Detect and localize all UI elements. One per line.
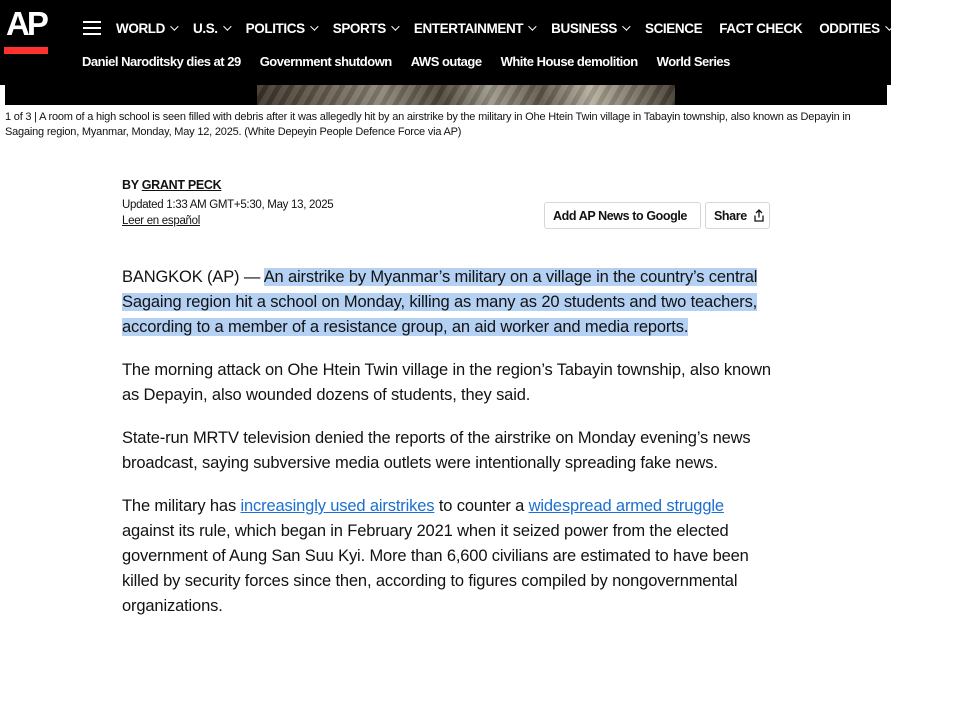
menu-world[interactable] xyxy=(116,21,176,36)
p4-text-a: The military has xyxy=(122,497,241,515)
ap-logo-text: AP xyxy=(6,5,46,42)
chevron-down-icon xyxy=(622,22,630,30)
spanish-version-link[interactable]: Leer en español xyxy=(122,215,200,227)
menu-more[interactable] xyxy=(908,21,958,36)
trending-link[interactable]: White House demolition xyxy=(500,53,638,69)
trending-link[interactable]: Government shutdown xyxy=(259,53,392,69)
selected-text: An airstrike by Myanmar’s military on a village in the country’s central Sagaing region hit a school on Monday, killing as many as 20 students and two teachers, according to a member of a resistance group, an aid worker and media reports. xyxy=(122,268,758,336)
article-body xyxy=(122,265,772,637)
article-paragraph-2: The morning attack on Ohe Htein Twin village in the region’s Tabayin township, also known as Depayin, also wounded dozens of students, they said. xyxy=(122,361,771,404)
photo-counter: 1 of 3 xyxy=(5,111,32,123)
menu-us-label: U.S. xyxy=(193,20,218,36)
chevron-down-icon xyxy=(885,22,893,30)
author-link[interactable]: GRANT PECK xyxy=(141,178,222,192)
chevron-down-icon xyxy=(952,22,960,30)
caption-separator: | xyxy=(31,111,40,123)
menu-business[interactable] xyxy=(551,21,628,36)
menu-politics[interactable] xyxy=(246,21,316,36)
trending-topics xyxy=(82,53,749,69)
menu-sports-label: SPORTS xyxy=(332,20,386,36)
share-icon xyxy=(753,209,765,222)
updated-timestamp: Updated 1:33 AM GMT+5:30, May 13, 2025 xyxy=(122,199,334,211)
menu-fact-check[interactable] xyxy=(719,21,802,36)
menu-sports[interactable] xyxy=(333,21,397,36)
menu-oddities[interactable] xyxy=(819,21,891,36)
ap-logo[interactable] xyxy=(4,4,48,54)
photo-caption-text: A room of a high school is seen filled with debris after it was allegedly hit by an airstrike by the military in Ohe Htein Twin village in Tabayin township, also known as Depayin in Sagaing region, Myanmar, Monday, May 12, 2025. (White Depeyin People Defence Force via AP) xyxy=(5,111,851,138)
hamburger-menu-icon[interactable] xyxy=(83,21,101,35)
article-paragraph-1 xyxy=(122,265,772,340)
add-ap-news-to-google-button[interactable] xyxy=(544,202,701,229)
menu-science[interactable] xyxy=(645,21,702,36)
increasingly-used-airstrikes-link[interactable]: increasingly used airstrikes xyxy=(240,497,435,515)
menu-world-label: WORLD xyxy=(116,20,165,36)
menu-entertainment[interactable] xyxy=(414,21,534,36)
article-paragraph-3: State-run MRTV television denied the reports of the airstrike on Monday evening’s news broadcast, saying subversive media outlets were intentionally spreading fake news. xyxy=(122,429,751,472)
photo-caption xyxy=(5,110,875,140)
menu-fact-check-label: FACT CHECK xyxy=(719,20,803,36)
menu-science-label: SCIENCE xyxy=(644,20,703,36)
photo-carousel[interactable] xyxy=(5,85,887,105)
byline xyxy=(122,178,221,192)
chevron-down-icon xyxy=(310,22,318,30)
article-paragraph-4 xyxy=(122,494,772,619)
share-label: Share xyxy=(714,208,747,223)
chevron-down-icon xyxy=(391,22,399,30)
widespread-armed-struggle-link[interactable]: widespread armed struggle xyxy=(528,497,724,515)
byline-prefix: BY xyxy=(122,178,139,192)
main-menu xyxy=(116,18,975,38)
menu-business-label: BUSINESS xyxy=(551,20,617,36)
menu-us[interactable] xyxy=(193,21,229,36)
p4-text-c: against its rule, which began in February 2021 when it seized power from the elected government of Aung San Suu Kyi. More than 6,600 civilians are estimated to have been killed by security forces since then, according to figures compiled by nongovernmental organizations. xyxy=(122,522,749,615)
menu-entertainment-label: ENTERTAINMENT xyxy=(413,20,524,36)
trending-link[interactable]: World Series xyxy=(656,53,730,69)
menu-oddities-label: ODDITIES xyxy=(819,20,880,36)
article-photo xyxy=(257,85,675,105)
chevron-down-icon xyxy=(223,22,231,30)
trending-link[interactable]: Daniel Naroditsky dies at 29 xyxy=(82,53,241,69)
ap-logo-red-bar xyxy=(4,47,48,54)
menu-politics-label: POLITICS xyxy=(245,20,305,36)
add-google-label: Add AP News to Google xyxy=(553,208,687,223)
menu-more-label: MORE xyxy=(907,20,947,36)
top-navigation xyxy=(0,0,947,85)
dateline: BANGKOK (AP) — xyxy=(122,268,264,286)
chevron-down-icon xyxy=(170,22,178,30)
share-button[interactable] xyxy=(705,202,770,229)
trending-link[interactable]: AWS outage xyxy=(410,53,482,69)
chevron-down-icon xyxy=(528,22,536,30)
p4-text-b: to counter a xyxy=(434,497,529,515)
